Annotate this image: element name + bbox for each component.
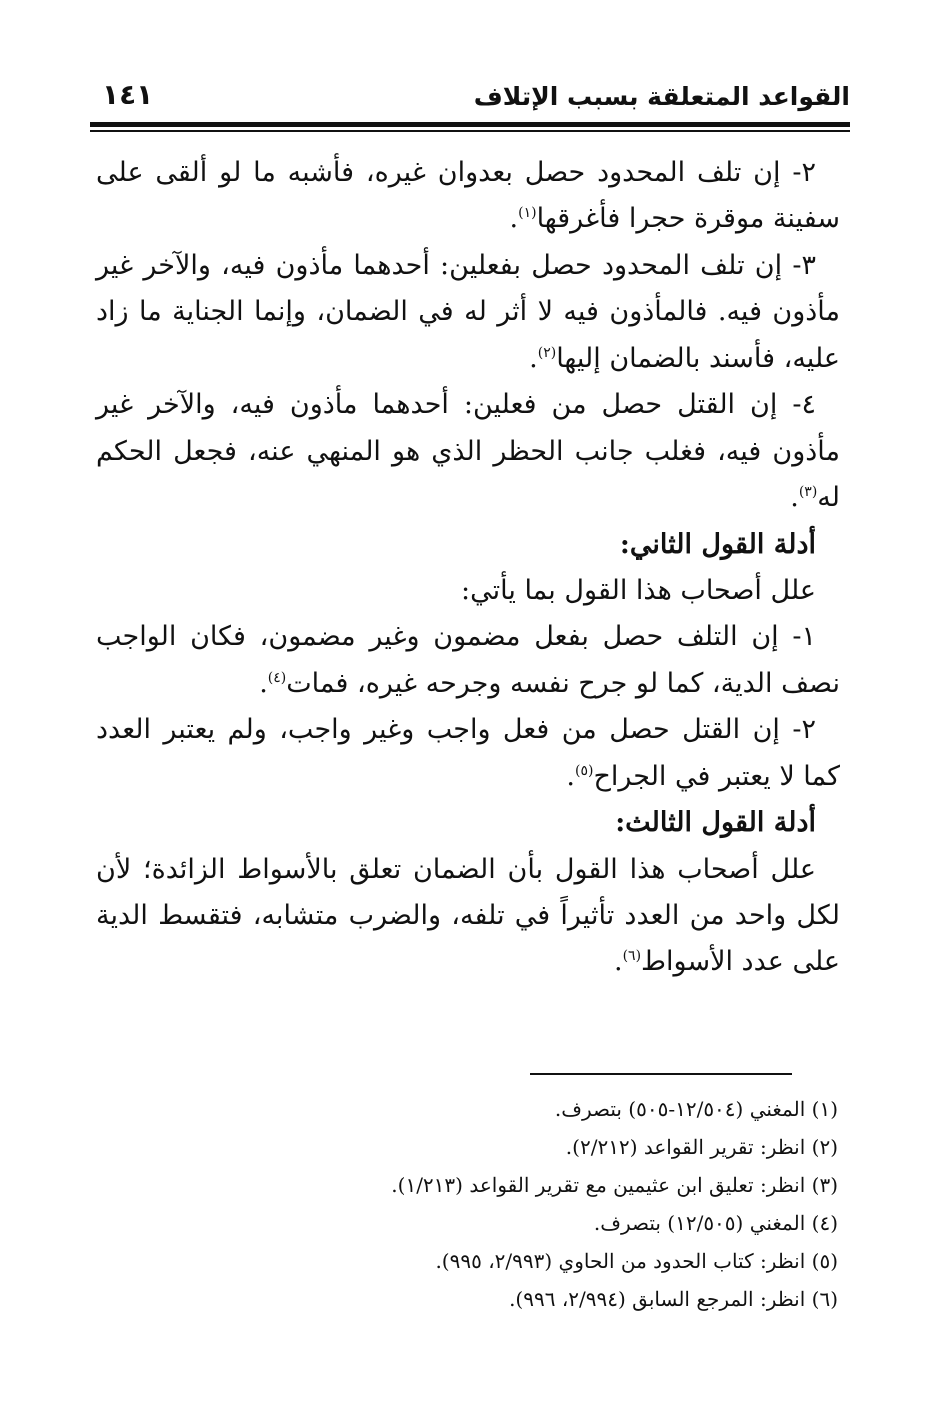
main-text — [96, 150, 840, 986]
footnote-separator — [530, 1073, 792, 1075]
footnotes — [300, 1090, 838, 1318]
footnote-2: (٢) انظر: تقرير القواعد (٢/٢١٢). — [565, 1135, 838, 1159]
paragraph-intro-second: علل أصحاب هذا القول بما يأتي: — [461, 574, 816, 606]
footnote-1: (١) المغني (١٢/٥٠٤-٥٠٥) بتصرف. — [554, 1097, 838, 1121]
footnote-ref: (١) — [518, 205, 537, 222]
heading-second-opinion: أدلة القول الثاني: — [619, 528, 816, 560]
paragraph-second-2: ٢- إن القتل حصل من فعل واجب وغير واجب، ولم يعتبر العدد كما لا يعتبر في الجراح$^{(٥)}$. — [96, 714, 840, 792]
heading-third-opinion: أدلة القول الثالث: — [615, 807, 816, 839]
page-number: ١٤١ — [102, 78, 154, 111]
running-title: القواعد المتعلقة بسبب الإتلاف — [473, 82, 850, 111]
footnote-ref: (٤) — [267, 669, 287, 686]
footnote-ref: (٥) — [574, 762, 594, 779]
footnote-ref: (٣) — [798, 484, 818, 501]
header-rule-thick — [90, 122, 850, 127]
paragraph-evidence-4: ٤- إن القتل حصل من فعلين: أحدهما مأذون فيه، والآخر غير مأذون فيه، فغلب جانب الحظر الذي هو المنهي عنه، فجعل الحكم له$^{(٣)}$. — [96, 389, 840, 514]
paragraph-evidence-2: ٢- إن تلف المحدود حصل بعدوان غيره، فأشبه ما لو ألقى على سفينة موقرة حجرا فأغرقها$^{(١)}$. — [96, 157, 840, 235]
footnote-5: (٥) انظر: كتاب الحدود من الحاوي (٢/٩٩٣، ٩٩٥). — [435, 1249, 838, 1273]
footnote-ref: (٦) — [622, 948, 642, 965]
footnote-6: (٦) انظر: المرجع السابق (٢/٩٩٤، ٩٩٦). — [509, 1287, 838, 1311]
footnote-3: (٣) انظر: تعليق ابن عثيمين مع تقرير القواعد (١/٢١٣). — [391, 1173, 838, 1197]
header-rule-thin — [90, 130, 850, 132]
paragraph-evidence-3: ٣- إن تلف المحدود حصل بفعلين: أحدهما مأذون فيه، والآخر غير مأذون فيه. فالمأذون فيه لا أثر له في الضمان، وإنما الجناية ما زاد عليه، فأسند بالضمان إليها$^{(٢)}$. — [96, 249, 840, 374]
paragraph-third: علل أصحاب هذا القول بأن الضمان تعلق بالأسواط الزائدة؛ لأن لكل واحد من العدد تأثيراً في تلفه، والضرب متشابه، فتقسط الدية على عدد الأسواط$^{(٦)}$. — [96, 853, 840, 978]
paragraph-second-1: ١- إن التلف حصل بفعل مضمون وغير مضمون، فكان الواجب نصف الدية، كما لو جرح نفسه وجرحه غيره، فمات$^{(٤)}$. — [96, 621, 840, 699]
footnote-ref: (٢) — [537, 344, 557, 361]
footnote-4: (٤) المغني (١٢/٥٠٥) بتصرف. — [593, 1211, 838, 1235]
page-header — [90, 78, 850, 118]
